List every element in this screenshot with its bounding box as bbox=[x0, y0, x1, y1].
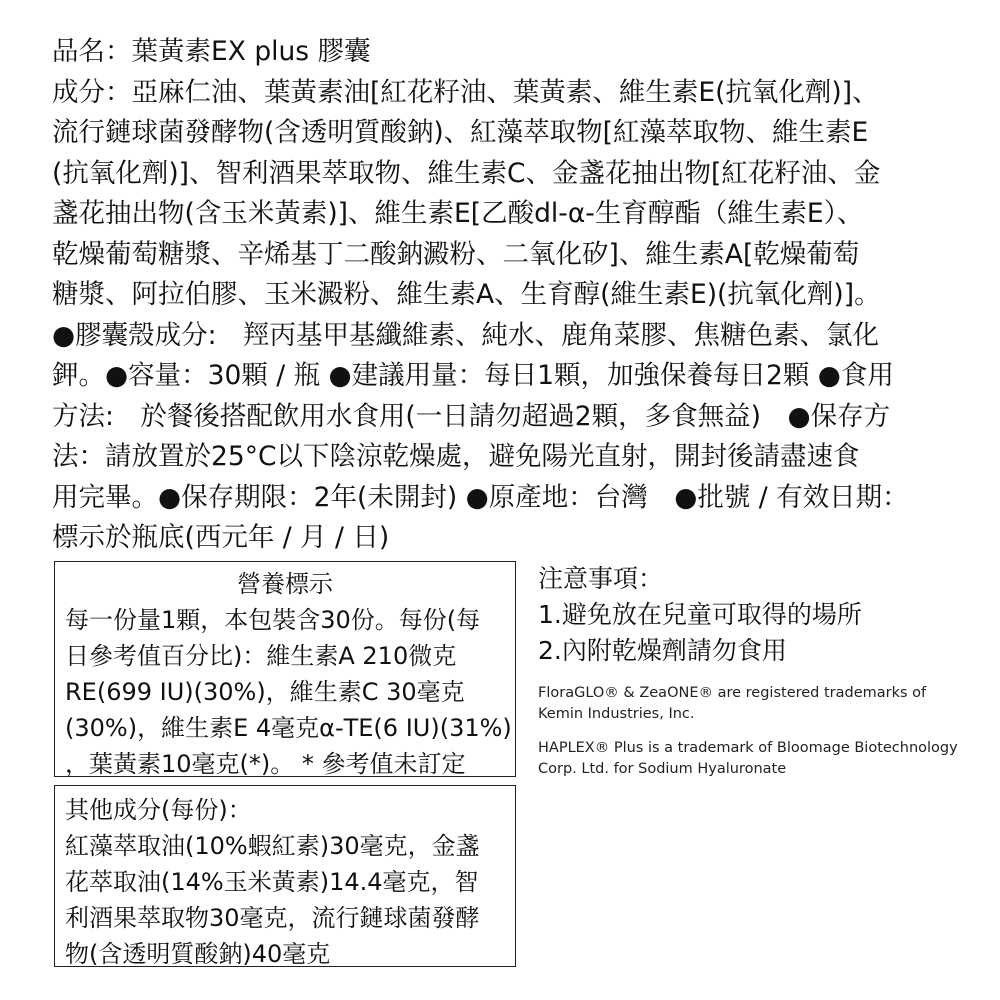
other-ingredients-line: 物(含透明質酸鈉)40毫克 bbox=[65, 940, 331, 968]
product-name-line: 品名：葉黃素EX plus 膠囊 bbox=[52, 36, 371, 67]
ingredients-line: 成分：亞麻仁油、葉黃素油[紅花籽油、葉黃素、維生素E(抗氧化劑)]、 bbox=[52, 76, 879, 108]
nutrition-line: RE(699 IU)(30%)，維生素C 30毫克 bbox=[65, 678, 465, 706]
trademark-line: Kemin Industries, Inc. bbox=[538, 706, 695, 722]
shelf-life-line: 用完畢。●保存期限：2年(未開封) ●原產地：台灣 ●批號 / 有效日期： bbox=[52, 481, 909, 513]
nutrition-line: 每一份量1顆，本包裝含30份。每份(每 bbox=[65, 606, 481, 634]
nutrition-facts-box bbox=[54, 561, 516, 777]
batch-date-line: 標示於瓶底(西元年 / 月 / 日) bbox=[52, 522, 390, 553]
precautions-section bbox=[538, 561, 978, 780]
usage-line: 方法: 於餐後搭配飲用水食用(一日請勿超過2顆，多食無益) ●保存方 bbox=[52, 400, 891, 432]
ingredients-line: 乾燥葡萄糖漿、辛烯基丁二酸鈉澱粉、二氧化矽]、維生素A[乾燥葡萄 bbox=[52, 238, 860, 270]
nutrition-line: ，葉黃素10毫克(*)。 * 參考值未訂定 bbox=[65, 750, 466, 778]
nutrition-title: 營養標示 bbox=[237, 570, 333, 598]
trademark-notice-haplex bbox=[538, 738, 978, 780]
precautions-title: 注意事項： bbox=[538, 564, 664, 593]
trademark-notice-floraglo bbox=[538, 683, 978, 725]
capsule-shell-line: ●膠囊殼成分: 羥丙基甲基纖維素、純水、鹿角菜膠、焦糖色素、氯化 bbox=[52, 319, 880, 351]
product-label-text bbox=[52, 32, 952, 559]
dosage-line: 鉀。●容量：30顆 / 瓶 ●建議用量：每日1顆，加強保養每日2顆 ●食用 bbox=[52, 360, 894, 391]
trademark-line: FloraGLO® & ZeaONE® are registered trademarks of bbox=[538, 685, 927, 701]
trademark-line: HAPLEX® Plus is a trademark of Bloomage Biotechnology bbox=[538, 740, 958, 756]
other-ingredients-box bbox=[54, 785, 516, 967]
ingredients-line: (抗氧化劑)]、智利酒果萃取物、維生素C、金盞花抽出物[紅花籽油、金 bbox=[52, 157, 881, 189]
other-ingredients-line: 紅藻萃取油(10%蝦紅素)30毫克，金盞 bbox=[65, 832, 480, 860]
trademark-line: Corp. Ltd. for Sodium Hyaluronate bbox=[538, 761, 787, 777]
nutrition-line: 日參考值百分比)：維生素A 210微克 bbox=[65, 642, 457, 670]
precaution-item: 2.內附乾燥劑請勿食用 bbox=[538, 636, 787, 665]
ingredients-line: 盞花抽出物(含玉米黃素)]、維生素E[乙酸dl-α-生育醇酯（維生素E）、 bbox=[52, 198, 864, 229]
ingredients-line: 糖漿、阿拉伯膠、玉米澱粉、維生素A、生育醇(維生素E)(抗氧化劑)]。 bbox=[52, 279, 881, 310]
precaution-item: 1.避免放在兒童可取得的場所 bbox=[538, 600, 862, 629]
storage-line: 法：請放置於25°C以下陰涼乾燥處，避免陽光直射，開封後請盡速食 bbox=[52, 441, 860, 472]
other-ingredients-title: 其他成分(每份)： bbox=[65, 796, 252, 824]
trademark-notices bbox=[538, 683, 978, 780]
ingredients-line: 流行鏈球菌發酵物(含透明質酸鈉)、紅藻萃取物[紅藻萃取物、維生素E bbox=[52, 117, 869, 148]
other-ingredients-line: 花萃取油(14%玉米黃素)14.4毫克，智 bbox=[65, 868, 479, 896]
other-ingredients-line: 利酒果萃取物30毫克，流行鏈球菌發酵 bbox=[65, 904, 480, 932]
nutrition-line: (30%)，維生素E 4毫克α-TE(6 IU)(31%) bbox=[65, 714, 512, 742]
